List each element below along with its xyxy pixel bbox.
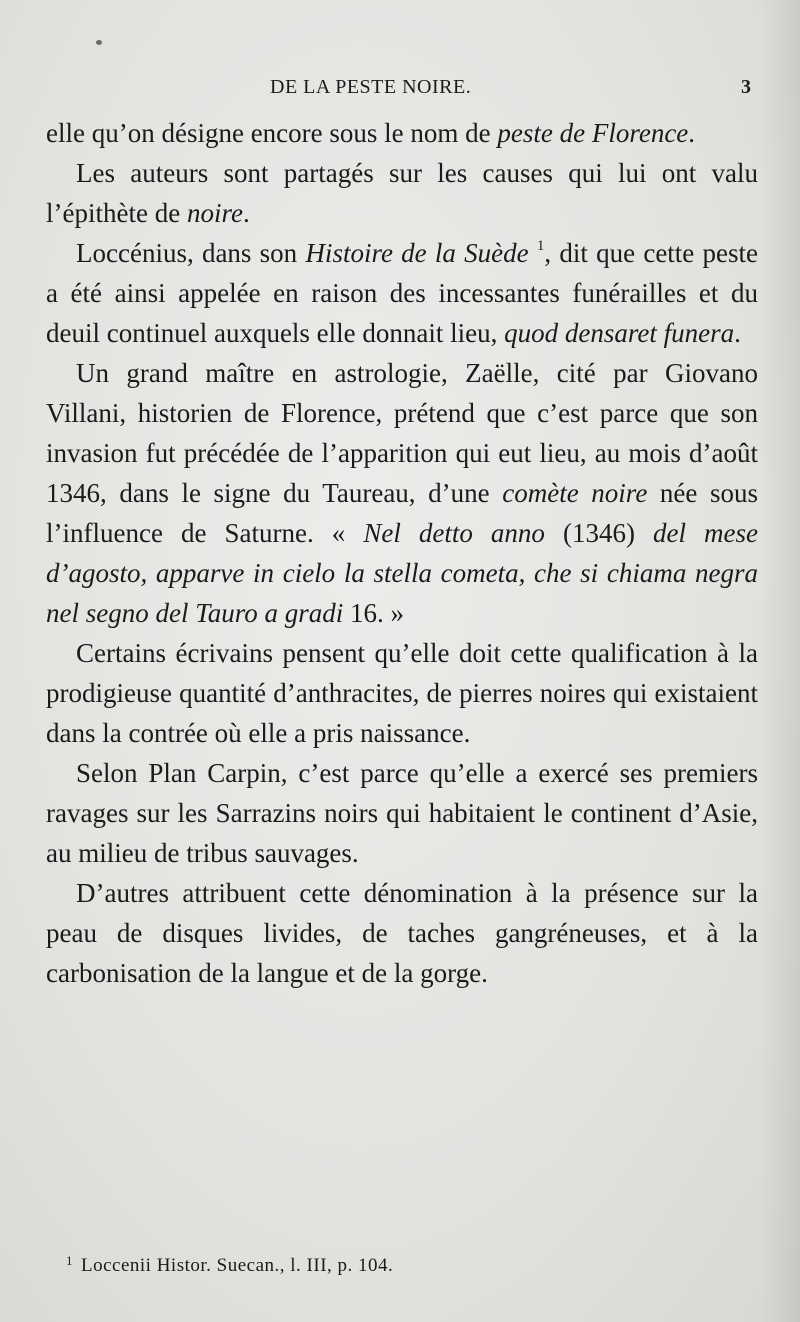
italic-text: quod densaret funera <box>504 318 735 348</box>
text-segment: née sous l’influence de Saturne. « <box>46 478 759 548</box>
text-segment: Selon Plan Carpin, c’est parce qu’elle a exercé ses premiers ravages sur les Sarrazins noirs qui habitaient le continent d’Asie, au milieu de tribus sauvages. <box>46 758 758 868</box>
footnote-mark: 1 <box>66 1253 73 1268</box>
page-header <box>0 74 800 104</box>
text-segment: Un grand maître en astrologie, Zaëlle, cité par Giovano Villani, historien de Florence, prétend que c’est parce que son invasion fut précédée de l’apparition qui eut lieu, au mois d’août 1346, dans le signe du Taureau, d’une <box>46 358 758 508</box>
text-segment: 16. » <box>343 598 405 628</box>
text-segment: . <box>688 118 696 148</box>
italic-text: del mese d’agosto, apparve in cielo la stella cometa, che si chiama negra nel segno del Tauro a gradi <box>46 518 759 628</box>
body-text <box>46 113 758 993</box>
italic-text: Histoire de la Suède <box>305 238 529 268</box>
paragraph <box>46 233 758 353</box>
text-segment <box>529 238 537 268</box>
text-segment: elle qu’on désigne encore sous le nom de <box>46 118 498 148</box>
footnote <box>66 1253 756 1277</box>
page-edge-shadow <box>760 0 800 1322</box>
footnote-text: Loccenii Histor. Suecan., l. III, p. 104. <box>81 1255 394 1276</box>
italic-text: comète noire <box>502 478 648 508</box>
running-title: DE LA PESTE NOIRE. <box>270 76 472 98</box>
italic-text: noire <box>186 198 243 228</box>
paragraph <box>46 753 758 873</box>
text-segment: D’autres attribuent cette dénomination à la présence sur la peau de disques livides, de taches gangréneuses, et à la carbonisation de la langue et de la gorge. <box>46 878 758 988</box>
text-segment: , dit que cette peste a été ainsi appelée en raison des incessantes funérailles et du deuil continuel auxquels elle donnait lieu, <box>46 238 759 348</box>
text-segment: . <box>734 318 741 348</box>
italic-text: peste de Florence <box>497 118 689 148</box>
paragraph <box>46 153 758 233</box>
paragraph <box>46 353 758 633</box>
ink-speck <box>96 40 102 45</box>
page-number: 3 <box>741 76 752 98</box>
text-segment: Certains écrivains pensent qu’elle doit cette qualification à la prodigieuse quantité d’anthracites, de pierres noires qui existaient dans la contrée où elle a pris naissance. <box>46 638 758 748</box>
paragraph <box>46 633 758 753</box>
paragraph <box>46 113 758 153</box>
text-segment: (1346) <box>544 518 653 548</box>
text-segment: Loccénius, dans son <box>76 238 306 268</box>
italic-text: Nel detto anno <box>363 518 545 548</box>
paragraph <box>46 873 758 993</box>
text-segment: . <box>242 198 250 228</box>
text-segment: Les auteurs sont partagés sur les causes qui lui ont valu l’épithète de <box>46 158 758 228</box>
footnote-reference: 1 <box>536 238 545 254</box>
